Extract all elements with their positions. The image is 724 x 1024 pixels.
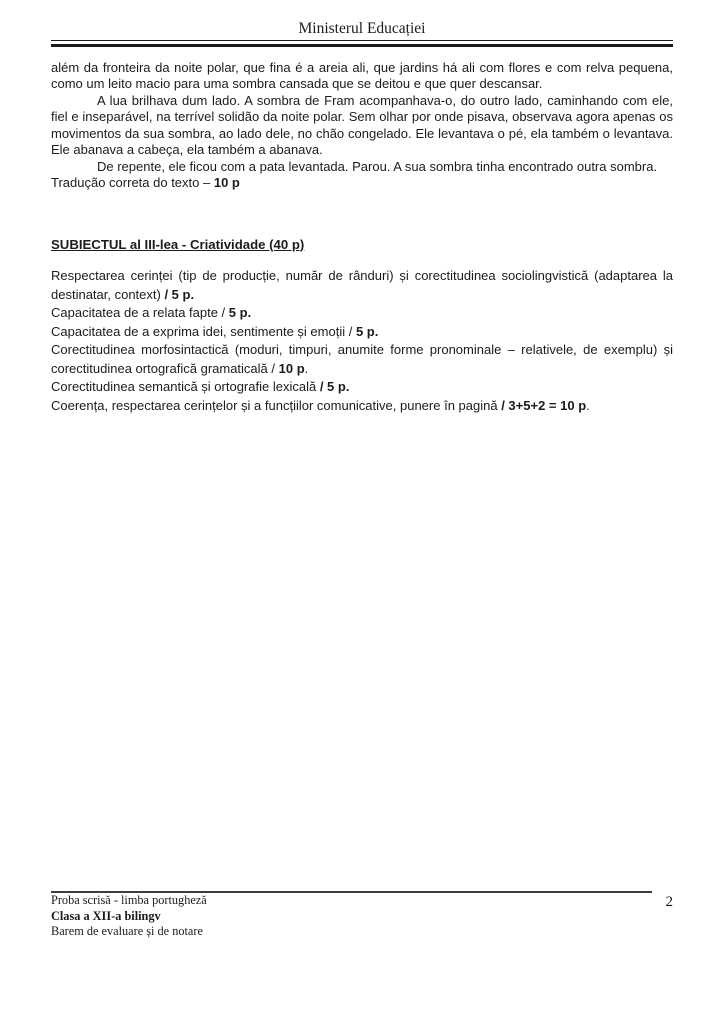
footer-exam-name: Proba scrisă - limba portugheză [51, 893, 207, 907]
page-footer [51, 891, 673, 940]
criteria-points: 10 p [278, 360, 305, 376]
footer-class-name: Clasa a XII-a bilingv [51, 908, 161, 923]
criteria-text: Capacitatea de a exprima idei, sentimente și emoții / [51, 323, 356, 339]
criteria-text: Corectitudinea semantică și ortografie lexicală [51, 379, 320, 394]
body-paragraph: A lua brilhava dum lado. A sombra de Fram acompanhava-o, do outro lado, caminhando com ele, fiel e inseparável, na terrível solidão da noite polar. Sem olhar por onde pisava, observava agora apenas os movimentos da sua sombra, ao lado dele, no chão congelado. Ele levantava o pé, ela também o levantava. Ele abanava a cabeça, ela também a abanava. [51, 92, 673, 157]
translation-score-points: 10 p [213, 175, 240, 190]
criteria-line [51, 397, 673, 416]
criteria-text: Coerența, respectarea cerințelor și a funcțiilor comunicative, punere în pagină [51, 397, 502, 413]
body-paragraph: além da fronteira da noite polar, que fina é a areia ali, que jardins há ali com flores e com relva pequena, como um leito macio para uma sombra cansada que se deitou e que quer descansar. [51, 59, 673, 91]
criteria-text: Respectarea cerinței (tip de producție, număr de rânduri) și corectitudinea sociolingvistică (adaptarea la destinatar, context) [51, 268, 673, 302]
criteria-line [51, 304, 673, 323]
page-header [51, 0, 673, 47]
criteria-suffix: . [304, 360, 309, 376]
criteria-line [51, 378, 673, 397]
criteria-points: 5 p. [355, 323, 379, 339]
body-text-block [51, 60, 673, 192]
header-rule [51, 44, 673, 47]
page-number: 2 [665, 894, 673, 910]
criteria-points: / 5 p. [319, 379, 350, 394]
criteria-line [51, 323, 673, 342]
criteria-line [51, 267, 673, 304]
footer-document-type: Barem de evaluare și de notare [51, 924, 203, 938]
section-heading: SUBIECTUL al III-lea - Criatividade (40 p) [51, 236, 305, 252]
criteria-block [51, 267, 673, 415]
translation-score-text: Tradução correta do texto – [51, 175, 214, 190]
criteria-suffix: . [586, 397, 590, 413]
criteria-points: / 3+5+2 = 10 p [501, 397, 587, 413]
criteria-points: / 5 p. [164, 286, 195, 302]
ministry-title: Ministerul Educației [51, 20, 673, 41]
body-paragraph: De repente, ele ficou com a pata levantada. Parou. A sua sombra tinha encontrado outra sombra. [97, 158, 658, 174]
translation-score-line [51, 175, 673, 192]
criteria-text: Corectitudinea morfosintactică (moduri, timpuri, anumite forme pronominale – relativele, de exemplu) și corectitudinea ortografică gramaticală / [51, 342, 673, 376]
criteria-text: Capacitatea de a relata fapte / [51, 305, 229, 320]
criteria-line [51, 341, 673, 378]
criteria-points: 5 p. [228, 305, 252, 320]
